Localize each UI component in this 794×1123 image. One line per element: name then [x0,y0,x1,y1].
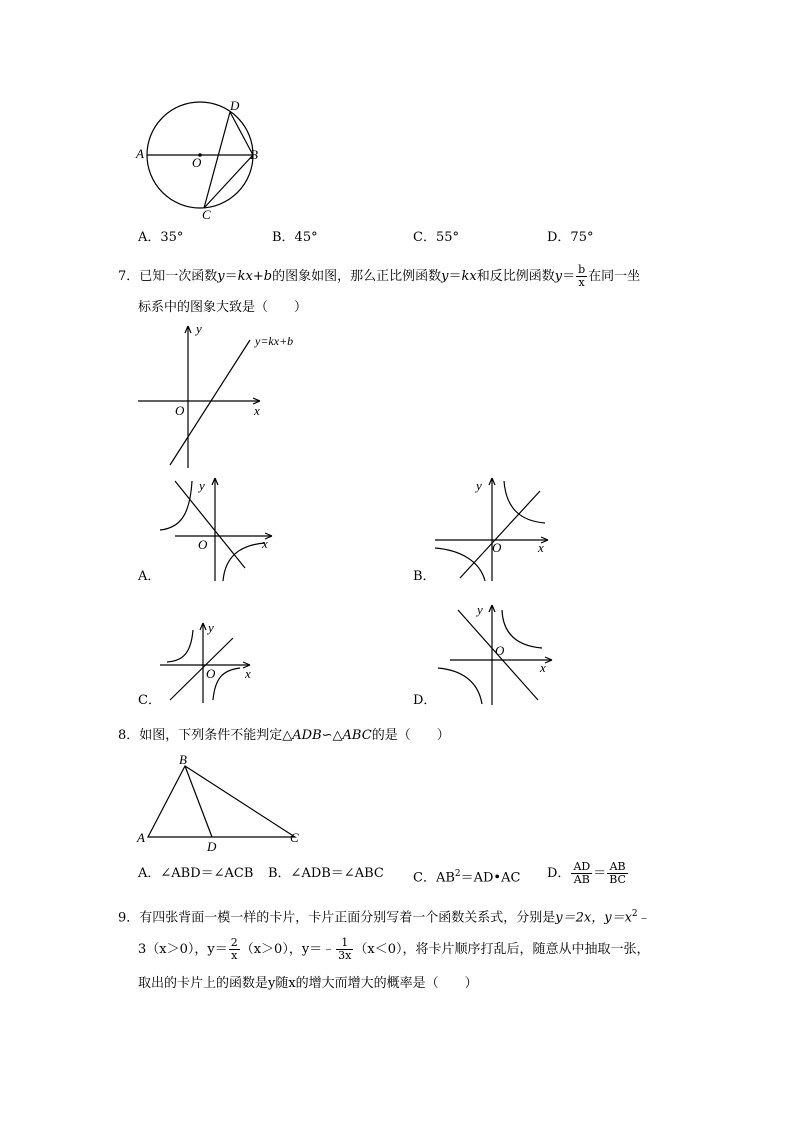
svg-text:O: O [198,537,208,552]
q8-option-c: C．$AB^2=AD•AC$ [413,869,521,886]
svg-text:C: C [290,830,299,845]
q9-line3: 取出的卡片上的函数是y随x的增大而增大的概率是（ ） [138,976,478,991]
q8-stem: 8．如图，下列条件不能判定△ADB∽△ABC的是（ ） [118,728,450,743]
q8-option-d: D． $\frac{AD}{AB}$ ＝ $\frac{AB}{BC}$ [547,860,626,886]
svg-text:y=kx+b: y=kx+b [255,334,294,348]
svg-text:y: y [208,620,214,635]
svg-text:x: x [262,536,268,551]
q8-option-b: B．∠ADB＝∠ABC [268,866,384,881]
q7-option-b: B． [413,569,436,584]
q7-option-a-graph [150,473,280,588]
svg-text:y: y [477,602,483,617]
q7-fraction-b-over-x: $\frac{b}{x}$ [578,263,586,289]
svg-text:O: O [495,643,505,658]
q7-option-c: C． [138,693,161,708]
label-c: C [202,207,211,220]
q7-option-c-graph [155,618,265,708]
q6-option-c: C．55° [413,230,459,245]
svg-text:y: y [196,321,202,336]
svg-text:A: A [137,830,145,845]
svg-text:x: x [254,403,260,418]
q7-stem-line2: 标系中的图象大致是（ ） [138,300,308,315]
q9-line1: 9．有四张背面一模一样的卡片，卡片正面分别写着一个函数关系式，分别是y＝2x，$y=x^2﹣$ [118,909,651,926]
svg-text:x: x [538,540,544,555]
q7-option-d: D． [413,693,437,708]
q6-option-a: A．35° [138,230,184,245]
label-o: O [192,155,202,170]
q6-circle-figure [130,95,270,220]
svg-text:O: O [492,540,502,555]
q7-stem-line1: 7．已知一次函数y＝kx+b的图象如图，那么正比例函数y＝kx和反比例函数y＝ $\frac{b}{x}$ 在同一坐 [118,263,641,289]
label-d: D [230,98,240,113]
svg-text:O: O [175,403,185,418]
q7-main-graph [130,318,320,473]
q6-option-d: D．75° [547,230,594,245]
svg-text:B: B [179,752,187,767]
triangle-abc [148,766,295,837]
svg-text:y: y [199,478,205,493]
svg-text:D: D [207,839,217,854]
q6-option-b: B．45° [272,230,318,245]
q8-triangle-figure [135,750,310,855]
label-a: A [136,146,144,161]
svg-text:x: x [245,666,251,681]
q7-option-d-graph [430,600,560,710]
label-b: B [250,147,258,162]
q7-option-a: A． [138,569,161,584]
svg-text:y: y [476,478,482,493]
q7-option-b-graph [430,473,560,588]
q9-line2: 3（x＞0），y＝ $\frac{2}{x}$ （x＞0），y＝﹣ $\frac{1}{3x}$ （x＜0），将卡片顺序打乱后，随意从中抽取一张， [138,936,650,962]
segment-bd [185,766,212,837]
q8-option-a: A．∠ABD＝∠ACB [138,866,254,881]
svg-text:O: O [206,666,216,681]
svg-text:x: x [540,660,546,675]
